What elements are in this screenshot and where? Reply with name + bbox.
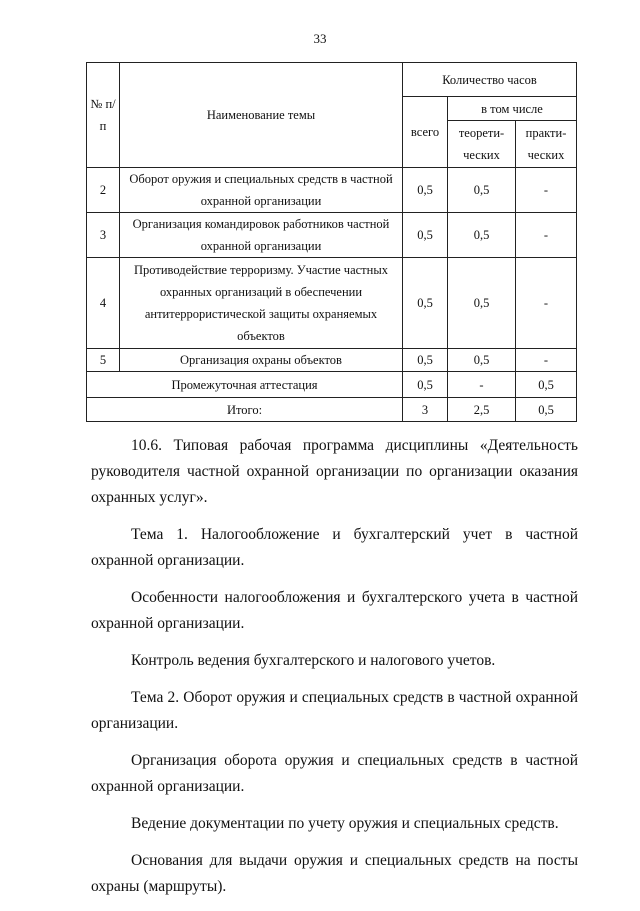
topic-1-heading: Тема 1. Налогообложение и бухгалтерский учет в частной охранной организации. — [91, 526, 578, 569]
row-theory: 0,5 — [448, 213, 516, 258]
row-topic: Противодействие терроризму. Участие частных охранных организаций в обеспечении антитеррористической защиты охраняемых объектов — [120, 258, 403, 349]
attestation-label: Промежуточная аттестация — [87, 372, 403, 398]
paragraph: Особенности налогообложения и бухгалтерского учета в частной охранной организации. — [91, 589, 578, 632]
header-practice: практи-ческих — [516, 121, 577, 168]
row-practice: - — [516, 258, 577, 349]
header-total: всего — [403, 97, 448, 168]
row-practice: - — [516, 213, 577, 258]
row-topic: Оборот оружия и специальных средств в частной охранной организации — [120, 168, 403, 213]
row-num: 5 — [87, 349, 120, 372]
paragraph: Контроль ведения бухгалтерского и налогового учетов. — [131, 652, 496, 669]
row-total: 0,5 — [403, 168, 448, 213]
attestation-row — [87, 372, 577, 398]
header-num: № п/п — [87, 63, 120, 168]
attestation-total: 0,5 — [403, 372, 448, 398]
program-text — [91, 433, 578, 911]
program-title: 10.6. Типовая рабочая программа дисциплины «Деятельность руководителя частной охранной организации по организации оказания охранных услуг». — [91, 437, 578, 506]
row-theory: 0,5 — [448, 258, 516, 349]
paragraph: Организация оборота оружия и специальных средств в частной охранной организации. — [91, 752, 578, 795]
row-total: 0,5 — [403, 258, 448, 349]
header-topic-name: Наименование темы — [120, 63, 403, 168]
header-including: в том числе — [448, 97, 577, 121]
row-theory: 0,5 — [448, 349, 516, 372]
row-num: 3 — [87, 213, 120, 258]
table-row — [87, 349, 577, 372]
row-topic: Организация охраны объектов — [120, 349, 403, 372]
row-num: 2 — [87, 168, 120, 213]
row-practice: - — [516, 168, 577, 213]
row-num: 4 — [87, 258, 120, 349]
hours-table — [86, 62, 577, 422]
summary-theory: 2,5 — [448, 398, 516, 422]
row-theory: 0,5 — [448, 168, 516, 213]
table-row — [87, 258, 577, 349]
header-hours: Количество часов — [403, 63, 577, 97]
attestation-practice: 0,5 — [516, 372, 577, 398]
attestation-theory: - — [448, 372, 516, 398]
summary-total: 3 — [403, 398, 448, 422]
page-number: 33 — [313, 31, 327, 46]
row-total: 0,5 — [403, 349, 448, 372]
summary-row — [87, 398, 577, 422]
topic-2-heading: Тема 2. Оборот оружия и специальных средств в частной охранной организации. — [91, 689, 578, 732]
header-theory: теорети-ческих — [448, 121, 516, 168]
summary-practice: 0,5 — [516, 398, 577, 422]
paragraph: Основания для выдачи оружия и специальных средств на посты охраны (маршруты). — [91, 852, 578, 895]
summary-label: Итого: — [87, 398, 403, 422]
row-topic: Организация командировок работников частной охранной организации — [120, 213, 403, 258]
table-row — [87, 213, 577, 258]
paragraph: Ведение документации по учету оружия и специальных средств. — [131, 815, 559, 832]
row-total: 0,5 — [403, 213, 448, 258]
table-row — [87, 168, 577, 213]
row-practice: - — [516, 349, 577, 372]
